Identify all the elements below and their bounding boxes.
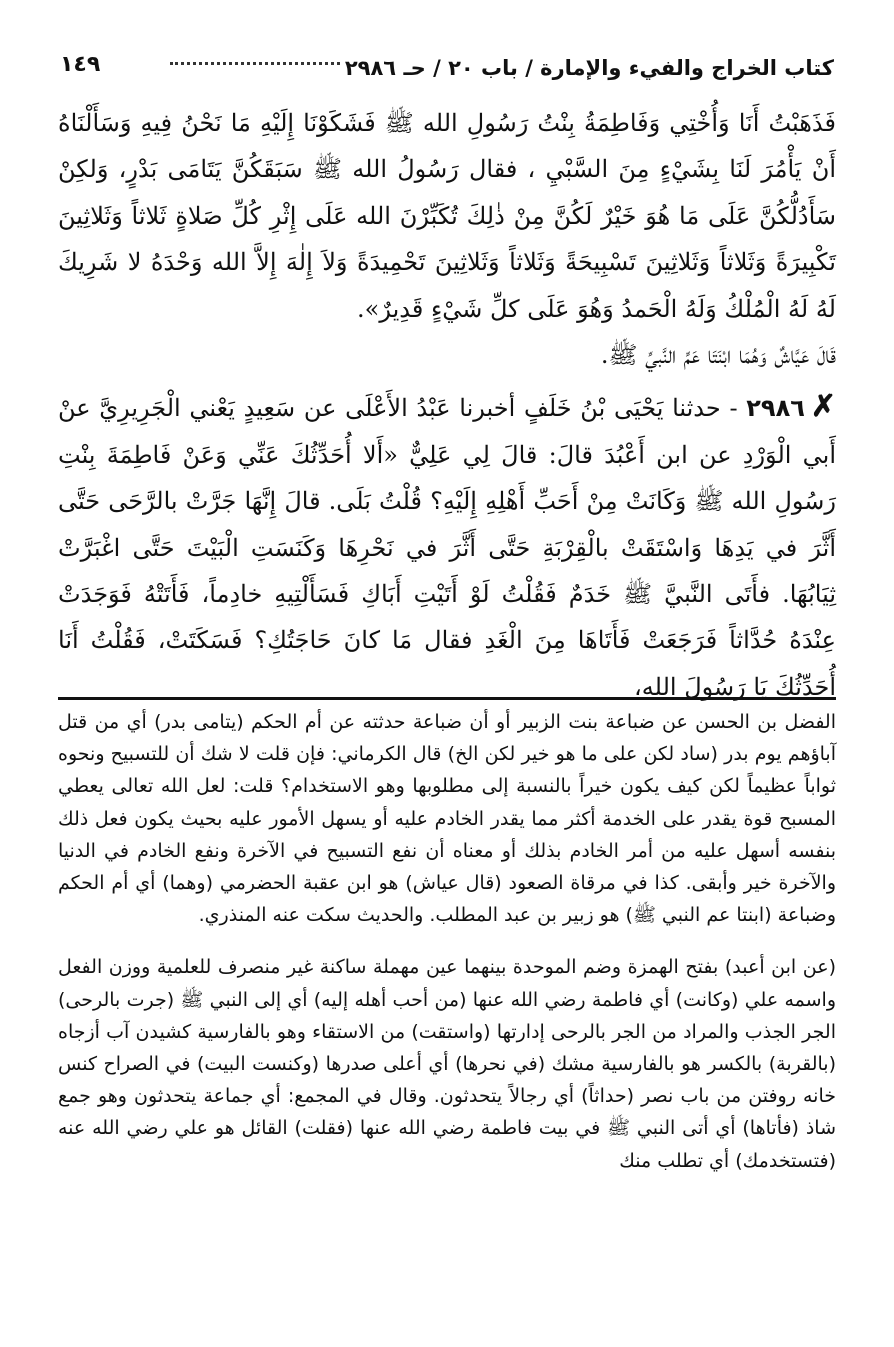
- commentary-notes: [58, 706, 836, 1177]
- hadith-continuation-paragraph: فَذَهَبْتُ أَنَا وَأُخْتِي وَفَاطِمَةُ بِنْتُ رَسُولِ الله ﷺ فَشَكَوْنَا إِلَيْهِ مَا نَحْنُ فِيهِ وَسَأَلْنَاهُ أَنْ يَأْمُرَ لَنَا بِشَيْءٍ مِنَ السَّبْيِ ، فقال رَسُولُ الله ﷺ سَبَقَكُنَّ يَتَامَى بَدْرٍ، وَلكِنْ سَأَدُلُّكُنَّ عَلَى مَا هُوَ خَيْرٌ لَكُنَّ مِنْ ذٰلِكَ تُكَبِّرْنَ الله عَلَى إِثْرِ كُلِّ صَلاةٍ ثَلاثاً وَثَلاثِينَ تَكْبِيرَةً وَثَلاثاً وَثَلاثِينَ تَسْبِيحَةً وَثَلاثاً وَثَلاثِينَ تَحْمِيدَةً وَلاَ إِلٰهَ إِلاَّ الله وَحْدَهُ لا شَرِيكَ لَهُ لَهُ الْمُلْكُ وَلَهُ الْحَمدُ وَهُوَ عَلَى كلِّ شَيْءٍ قَدِيرٌ».: [58, 109, 837, 323]
- page-number: ١٤٩: [60, 52, 101, 77]
- footnote-divider: [58, 697, 836, 700]
- hadith-main-text: [58, 100, 836, 710]
- commentary-note: الفضل بن الحسن عن ضباعة بنت الزبير أو أن ضباعة حدثته عن أم الحكم (يتامى بدر) أي من قتل آباؤهم يوم بدر (ساد لكن على ما هو خير لكن الخ) قال الكرماني: فإن قلت لا شك أن للتسبيح ونحوه ثواباً عظيماً لكن كيف يكون خيراً بالنسبة إلى مطلوبها وهو الاستخدام؟ قلت: لعل الله تعالى يعطي المسبح قوة يقدر على الخدمة أكثر مما يقدر الخادم عليه أو يسهل الأمور عليه بحيث يكون فعل ذلك بنفسه أسهل عليه من أمر الخادم بذلك أو معناه أن نفع التسبيح في الآخرة ونفع الخادم في الدنيا والآخرة خير وأبقى. كذا في مرقاة الصعود (قال عياش) هو ابن عقبة الحضرمي (وهما) أي أم الحكم وضباعة (ابنتا عم النبي ﷺ) هو زبير بن عبد المطلب. والحديث سكت عنه المنذري.: [58, 711, 836, 927]
- hadith-paragraph: [58, 384, 836, 710]
- leader-dots: [170, 62, 340, 65]
- cross-mark-icon: ✗: [810, 389, 836, 425]
- hadith-number: ٢٩٨٦: [746, 394, 805, 423]
- hadith-text: - حدثنا يَحْيَى بْنُ خَلَفٍ أخبرنا عَبْدُ الأَعْلَى عن سَعِيدٍ يَعْني الْجَرِيرِيَّ عنْ أَبي الْوَرْدِ عن ابن أَعْبُدَ قالَ: قالَ لِي عَلِيٌّ «أَلا أُحَدِّثُكَ عَنِّي وَعَنْ فَاطِمَةَ بِنْتِ رَسُولِ الله ﷺ وَكَانَتْ مِنْ أَحَبِّ أَهْلِهِ إِلَيْهِ؟ قُلْتُ بَلَى. قالَ إِنَّهَا جَرَّتْ بالرَّحَى حَتَّى أَثَّرَ في يَدِهَا وَاسْتَقَتْ بالْقِرْبَةِ حَتَّى أَثَّرَ في نَحْرِهَا وَكَنَسَتِ الْبَيْتَ حَتَّى اغْبَرَّتْ ثِيَابُهَا. فأَتَى النَّبيَّ ﷺ خَدَمٌ فَقُلْتُ لَوْ أَتَيْتِ أَبَاكِ فَسَأَلْتِيهِ خادِماً، فَأَتَتْهُ فَوَجَدَتْ عِنْدَهُ حُدَّاثاً فَرَجَعَتْ فَأَتَاهَا مِنَ الْغَدِ فقال مَا كانَ حَاجَتُكِ؟ فَسَكَتَتْ، فَقُلْتُ أَنَا أُحَدِّثُكَ يَا رَسُولَ الله،: [58, 394, 836, 701]
- running-title: كتاب الخراج والفيء والإمارة / باب ٢٠ / حـ ٢٩٨٦: [344, 56, 834, 80]
- page-header: [60, 50, 834, 94]
- commentary-note: (عن ابن أعبد) بفتح الهمزة وضم الموحدة بينهما عين مهملة ساكنة غير منصرف للعلمية ووزن الفعل واسمه علي (وكانت) أي فاطمة رضي الله عنها (من أحب أهله إليه) أي إلى النبي ﷺ (جرت بالرحى) الجر الجذب والمراد من الجر بالرحى إدارتها (واستقت) من الاستقاء وهو بالفارسية كشيدن آب أزجاه (بالقربة) بالكسر هو بالفارسية مشك (في نحرها) أي أعلى صدرها (وكنست البيت) في الصراح كنس خانه روفتن من باب نصر (حداثاً) أي رجالاً يتحدثون. وقال في المجمع: أي جماعة يتحدثون وهو جمع شاذ (فأتاها) أي أتى النبي ﷺ في بيت فاطمة رضي الله عنها (فقلت) القائل هو علي رضي الله عنه (فتستخدمك) أي تطلب منك: [58, 956, 836, 1172]
- ayyash-statement-paragraph: قَالَ عَيَّاشٌ وَهُمَا ابْنَتَا عَمِّ النَّبيِّ ﷺ.: [600, 341, 836, 370]
